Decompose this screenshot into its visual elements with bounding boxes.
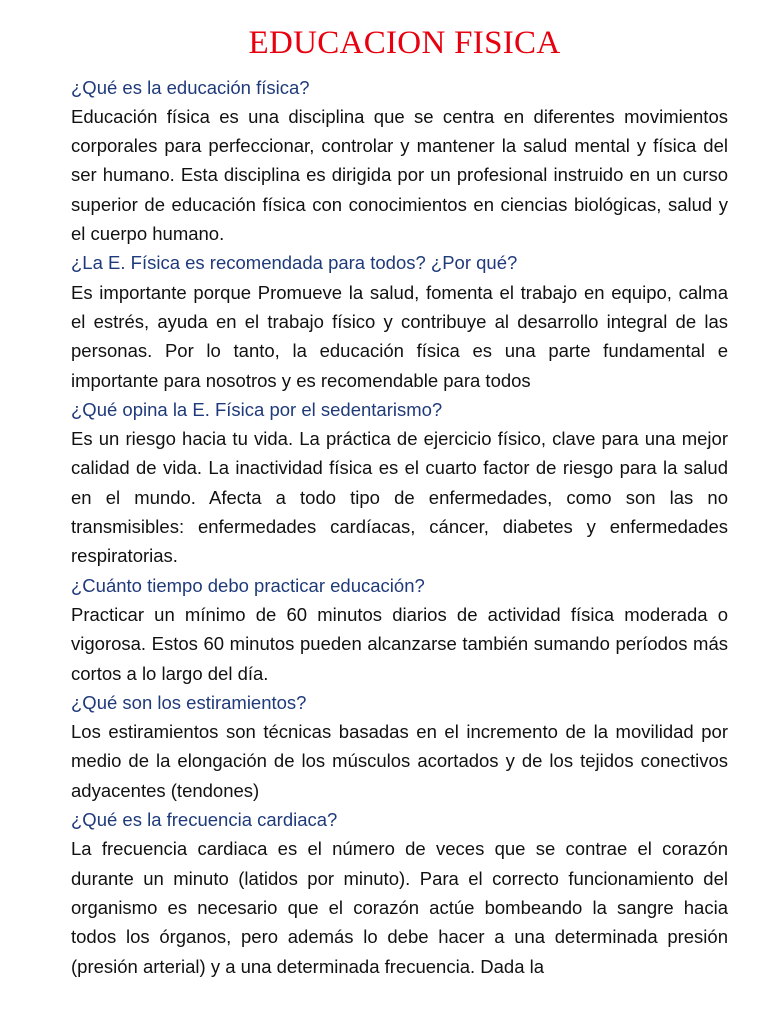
section-question: ¿La E. Física es recomendada para todos? ¿Por qué?	[71, 252, 518, 274]
section-answer: Practicar un mínimo de 60 minutos diarios de actividad física moderada o vigorosa. Estos 60 minutos pueden alcanzarse también sumando períodos más cortos a lo largo del día.	[71, 603, 728, 684]
section-answer: Es importante porque Promueve la salud, fomenta el trabajo en equipo, calma el estrés, ayuda en el trabajo físico y contribuye al desarrollo integral de las personas. Por lo tanto, la educación física es una parte fundamental e importante para nosotros y es recomendable para todos	[71, 281, 728, 391]
section-question: ¿Cuánto tiempo debo practicar educación?	[71, 574, 425, 596]
section-que-es-educacion-fisica	[71, 73, 728, 249]
section-answer: Es un riesgo hacia tu vida. La práctica de ejercicio físico, clave para una mejor calidad de vida. La inactividad física es el cuarto factor de riesgo para la salud en el mundo. Afecta a todo tipo de enfermedades, como son las no transmisibles: enfermedades cardíacas, cáncer, diabetes y enfermedades respiratorias.	[71, 428, 728, 567]
section-question: ¿Qué es la educación física?	[71, 76, 310, 98]
section-answer: La frecuencia cardiaca es el número de veces que se contrae el corazón durante un minuto (latidos por minuto). Para el correcto funcionamiento del organismo es necesario que el corazón actúe bombeando la sangre hacia todos los órganos, pero además lo debe hacer a una determinada presión (presión arterial) y a una determinada frecuencia. Dada la	[71, 838, 728, 977]
section-cuanto-tiempo	[71, 571, 728, 688]
section-answer: Los estiramientos son técnicas basadas en el incremento de la movilidad por medio de la elongación de los músculos acortados y de los tejidos conectivos adyacentes (tendones)	[71, 721, 728, 801]
section-estiramientos	[71, 688, 728, 805]
section-question: ¿Qué son los estiramientos?	[71, 691, 307, 713]
page-title: EDUCACION FISICA	[248, 25, 561, 61]
section-question: ¿Qué es la frecuencia cardiaca?	[71, 809, 338, 831]
section-recomendada-para-todos	[71, 248, 728, 394]
section-question: ¿Qué opina la E. Física por el sedentarismo?	[71, 398, 443, 420]
section-frecuencia-cardiaca	[71, 805, 728, 981]
section-answer: Educación física es una disciplina que se centra en diferentes movimientos corporales para perfeccionar, controlar y mantener la salud mental y física del ser humano. Esta disciplina es dirigida por un profesional instruido en un curso superior de educación física con conocimientos en ciencias biológicas, salud y el cuerpo humano.	[71, 105, 728, 245]
section-sedentarismo	[71, 395, 728, 571]
